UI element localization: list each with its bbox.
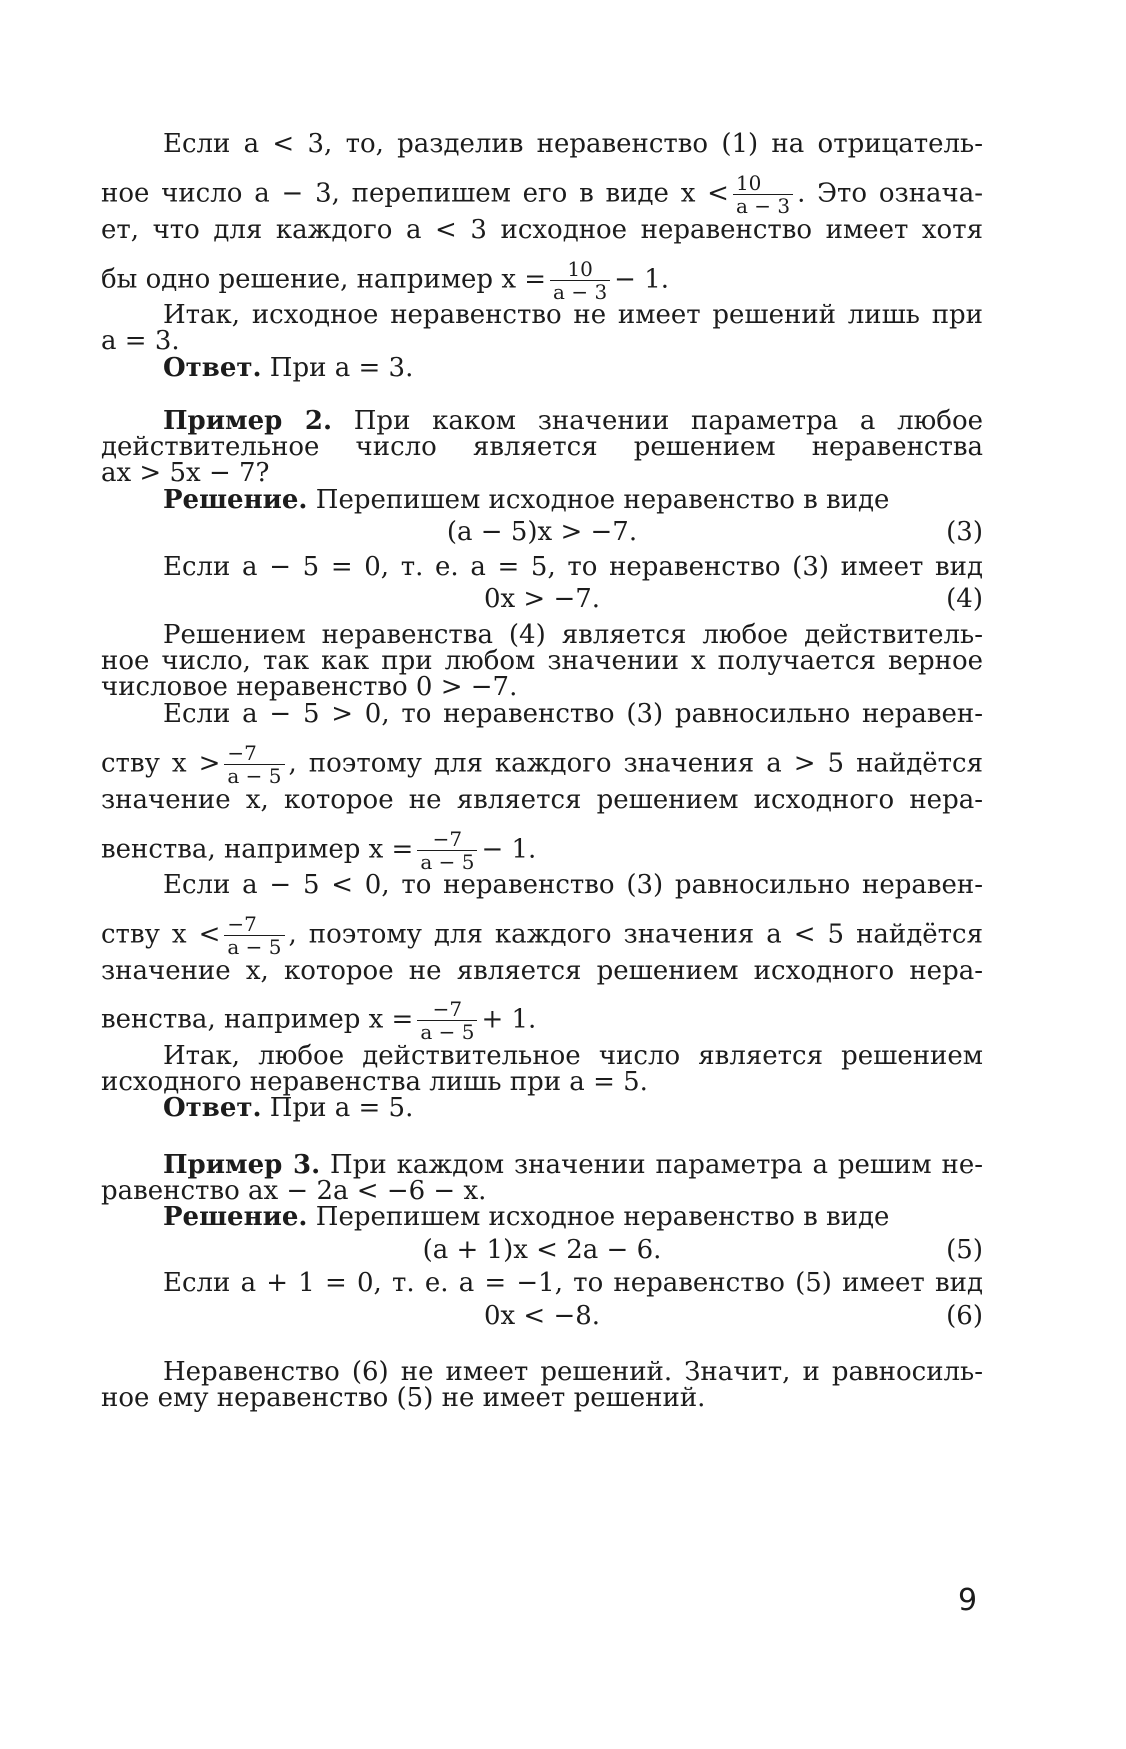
text-line — [163, 699, 983, 729]
equation-number: (4) — [946, 584, 983, 614]
text-fragment: бы одно решение, например x = — [101, 264, 547, 295]
fraction-numerator: 10 — [733, 172, 793, 195]
solution-label: Решение. — [163, 485, 308, 515]
text-line: значение x, которое не является решением исходного нера- — [101, 956, 983, 986]
text-line — [101, 172, 983, 217]
text-fragment: + 1. — [481, 1004, 537, 1035]
text-fragment: н- — [956, 870, 983, 900]
fraction-denominator: a − 3 — [735, 194, 791, 218]
text-line — [101, 742, 983, 787]
equation-expression: (a − 5)x > −7. — [446, 517, 638, 547]
text-line: равенство ax − 2a < −6 − x. — [101, 1176, 487, 1206]
text-line: Если a < 3, то, разделив неравенство (1) на отрицатель- — [163, 129, 983, 159]
answer-label: Ответ. — [163, 353, 262, 383]
equation-number: (5) — [946, 1235, 983, 1265]
text-line: ет, что для каждого a < 3 исходное неравенство имеет хотя — [101, 215, 983, 245]
example-text: При каждом значении параметра a решим не- — [330, 1150, 983, 1180]
example-text: При каком значении параметра a любое — [353, 406, 983, 436]
answer-label: Ответ. — [163, 1093, 262, 1123]
fraction-numerator: −7 — [224, 742, 284, 765]
text-line — [101, 828, 983, 873]
example-label: Пример 2. — [163, 406, 332, 436]
text-line: a = 3. — [101, 326, 180, 356]
text-line: ax > 5x − 7? — [101, 458, 270, 488]
equation-expression: 0x > −7. — [483, 584, 601, 614]
text-fragment: Если a − 5 < 0, то неравенство (3) равносильно нераве — [163, 870, 957, 900]
answer-text: При a = 3. — [269, 353, 414, 383]
solution-text: Перепишем исходное неравенство в виде — [315, 485, 890, 515]
page-number: 9 — [958, 1583, 978, 1618]
text-fragment: венства, например x = — [101, 834, 414, 865]
solution-label: Решение. — [163, 1202, 308, 1232]
text-line: числовое неравенство 0 > −7. — [101, 672, 518, 702]
text-line: ное число, так как при любом значении x получается верное — [101, 646, 983, 676]
text-line: Если a + 1 = 0, т. е. a = −1, то неравенство (5) имеет вид — [163, 1268, 983, 1298]
text-line — [101, 258, 983, 303]
text-line: исходного неравенства лишь при a = 5. — [101, 1067, 648, 1097]
text-line: Итак, любое действительное число является решением — [163, 1041, 983, 1071]
fraction — [550, 258, 610, 303]
fraction — [224, 742, 284, 787]
text-fragment: , поэтому для каждого значения a > 5 найдётся — [288, 748, 983, 779]
answer-line — [163, 1093, 983, 1123]
example-label: Пример 3. — [163, 1150, 321, 1180]
text-line: действительное число является решением неравенства — [101, 432, 983, 462]
text-fragment: , поэтому для каждого значения a < 5 найдётся — [288, 919, 983, 950]
equation-number: (3) — [946, 517, 983, 547]
text-line: Итак, исходное неравенство не имеет решений лишь при — [163, 300, 983, 330]
fraction-numerator: −7 — [224, 913, 284, 936]
fraction-numerator: −7 — [417, 828, 477, 851]
text-fragment: Если a − 5 > 0, то неравенство (3) равносильно нераве — [163, 699, 957, 729]
solution-line — [163, 1202, 983, 1232]
equation-expression: (a + 1)x < 2a − 6. — [422, 1235, 662, 1265]
text-fragment: − 1. — [614, 264, 670, 295]
fraction-numerator: 10 — [550, 258, 610, 281]
fraction-numerator: −7 — [417, 998, 477, 1021]
text-line — [163, 870, 983, 900]
text-fragment: ству x < — [101, 919, 221, 950]
solution-line — [163, 485, 983, 515]
text-fragment: − 1. — [481, 834, 537, 865]
text-line: значение x, которое не является решением исходного нера- — [101, 785, 983, 815]
fraction-denominator: a − 5 — [227, 935, 282, 959]
text-line: Если a − 5 = 0, т. е. a = 5, то неравенство (3) имеет вид — [163, 552, 983, 582]
equation-expression: 0x < −8. — [483, 1301, 601, 1331]
fraction — [417, 828, 477, 873]
text-fragment: . Это означа- — [797, 178, 983, 209]
fraction-denominator: a − 5 — [420, 1020, 475, 1044]
text-fragment: ству x > — [101, 748, 221, 779]
fraction — [417, 998, 477, 1043]
fraction — [224, 913, 284, 958]
answer-line — [163, 353, 983, 383]
text-line: ное ему неравенство (5) не имеет решений. — [101, 1383, 706, 1413]
fraction-denominator: a − 5 — [227, 764, 282, 788]
fraction-denominator: a − 3 — [553, 280, 608, 304]
equation-number: (6) — [946, 1301, 983, 1331]
text-fragment: ное число a − 3, перепишем его в виде x < — [101, 178, 729, 209]
text-line — [101, 913, 983, 958]
text-fragment: н- — [956, 699, 983, 729]
fraction — [733, 172, 793, 217]
answer-text: При a = 5. — [269, 1093, 414, 1123]
text-line — [101, 998, 983, 1043]
solution-text: Перепишем исходное неравенство в виде — [315, 1202, 890, 1232]
fraction-denominator: a − 5 — [420, 850, 475, 874]
text-line: Неравенство (6) не имеет решений. Значит, и равносиль- — [163, 1357, 983, 1387]
text-fragment: венства, например x = — [101, 1004, 414, 1035]
text-line: Решением неравенства (4) является любое действитель- — [163, 620, 983, 650]
